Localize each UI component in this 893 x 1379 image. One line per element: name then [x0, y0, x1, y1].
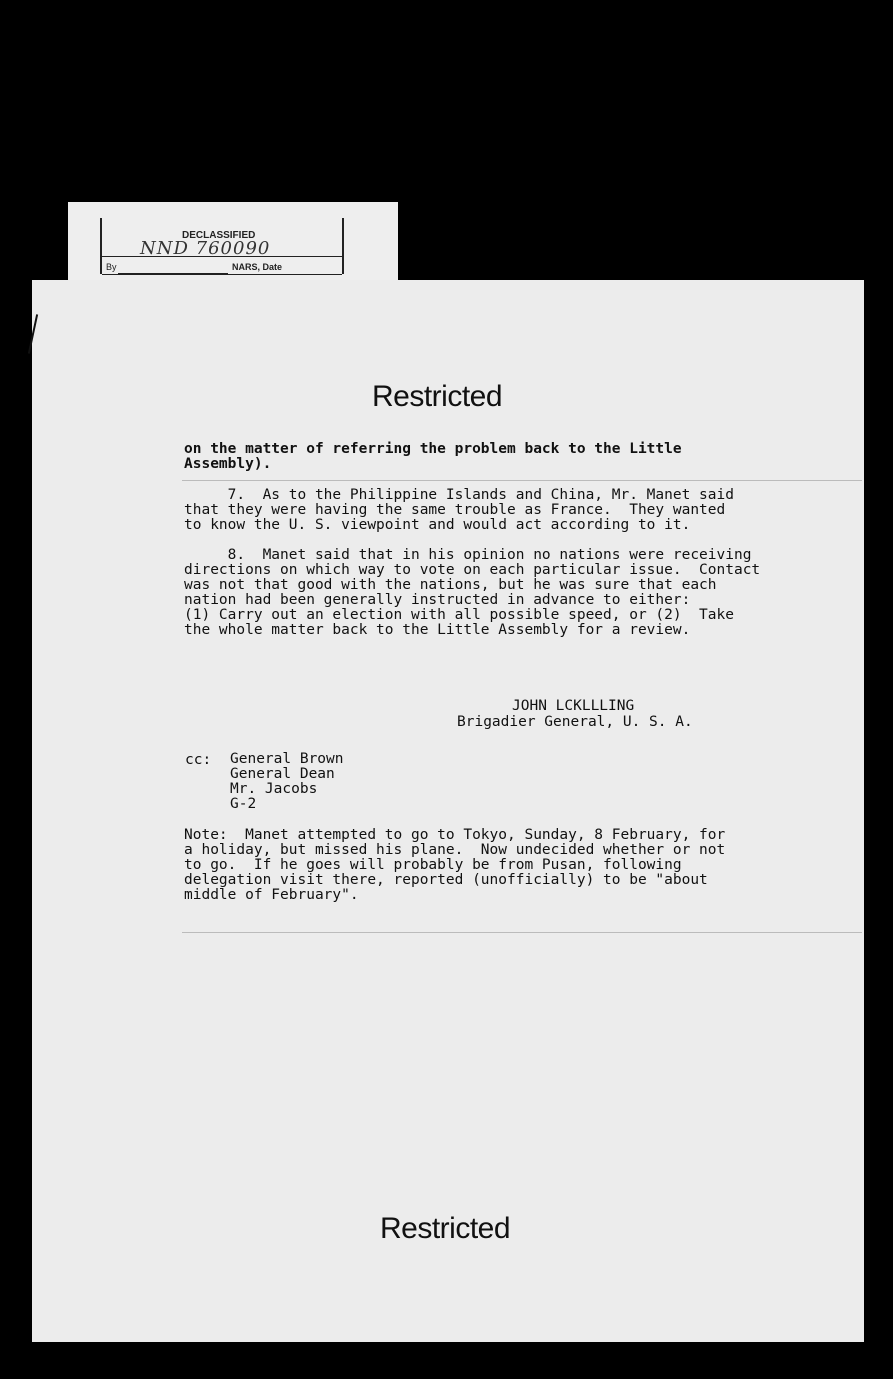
- cc-recipient: General Brown: [230, 751, 344, 767]
- stamp-box: [100, 218, 344, 274]
- note-line: to go. If he goes will probably be from Pusan, following: [184, 857, 682, 873]
- note-line: Note: Manet attempted to go to Tokyo, Sunday, 8 February, for: [184, 827, 726, 843]
- note-line: delegation visit there, reported (unofficially) to be "about: [184, 872, 708, 888]
- stamp-divider: [102, 256, 342, 257]
- restricted-footer: Restricted: [380, 1212, 511, 1245]
- para7-line: to know the U. S. viewpoint and would act according to it.: [184, 517, 691, 533]
- para8-line: directions on which way to vote on each particular issue. Contact: [184, 562, 761, 578]
- cc-recipient: General Dean: [230, 766, 335, 782]
- intro-paragraph: [184, 442, 682, 472]
- signature-name: JOHN LCKLLLING: [512, 698, 635, 714]
- para7-line: that they were having the same trouble as France. They wanted: [184, 502, 726, 518]
- note-paragraph: [184, 828, 725, 903]
- stamp-title: DECLASSIFIED: [182, 230, 256, 241]
- stamp-authority: NND 760090: [140, 238, 271, 259]
- para8-line: was not that good with the nations, but he was sure that each: [184, 577, 717, 593]
- para8-line: the whole matter back to the Little Assembly for a review.: [184, 622, 691, 638]
- stamp-bottom-line: [102, 274, 342, 275]
- note-line: middle of February".: [184, 887, 359, 903]
- divider-line: [182, 932, 862, 933]
- stamp-by-label: By: [106, 262, 117, 272]
- restricted-header: Restricted: [372, 380, 503, 413]
- para8-line: nation had been generally instructed in advance to either:: [184, 592, 691, 608]
- margin-pen-mark: [28, 314, 38, 354]
- cc-recipient: G-2: [230, 796, 257, 812]
- signature-title: Brigadier General, U. S. A.: [457, 714, 693, 730]
- stamp-nars-label: NARS, Date: [232, 262, 283, 272]
- cc-recipients: [230, 752, 344, 812]
- paragraph-7: [184, 488, 734, 533]
- note-line: a holiday, but missed his plane. Now undecided whether or not: [184, 842, 726, 858]
- cc-recipient: Mr. Jacobs: [230, 781, 318, 797]
- para8-line: (1) Carry out an election with all possible speed, or (2) Take: [184, 607, 734, 623]
- declassified-stamp: [68, 202, 398, 292]
- para8-line: 8. Manet said that in his opinion no nations were receiving: [184, 547, 752, 563]
- divider-line: [182, 480, 862, 481]
- para7-line: 7. As to the Philippine Islands and China, Mr. Manet said: [184, 487, 734, 503]
- intro-line: on the matter of referring the problem back to the Little: [184, 441, 682, 457]
- cc-label: cc:: [185, 752, 212, 768]
- document-page: [32, 280, 864, 1342]
- paragraph-8: [184, 548, 760, 638]
- intro-line: Assembly).: [184, 456, 272, 472]
